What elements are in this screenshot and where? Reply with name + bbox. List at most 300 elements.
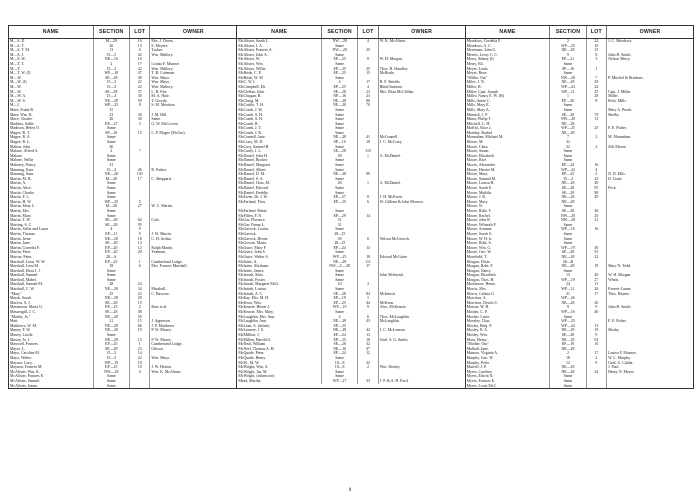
name-cell: Merry, Eli. <box>466 62 550 67</box>
owner-cell: R. Parker. <box>151 167 167 172</box>
name-cell: Matthews, W. M. <box>9 324 93 329</box>
name-cell: Malone. <box>9 154 93 159</box>
section-cell: 10 <box>321 282 357 287</box>
name-cell: Moore, Mary. <box>466 200 550 205</box>
lot-cell: 23 <box>129 347 149 352</box>
section-cell: NE—28 <box>321 328 357 333</box>
name-cell: McCrary, M. D. <box>237 140 321 145</box>
owner-cell: Genl. S. G. Smith. <box>379 337 409 342</box>
section-cell: Same <box>321 310 357 315</box>
section-cell: SE—28 <box>93 90 129 95</box>
name-cell: McAlister, Sarah L. <box>237 39 321 44</box>
owner-cell: Cumberland Lodge. <box>151 259 183 264</box>
owner-cell: P. W. Maxey. <box>151 337 172 342</box>
section-cell: EP—20 <box>93 246 129 251</box>
name-cell: Miles, J. N. <box>466 80 550 85</box>
name-cell: Minor, Philip T. <box>466 117 550 122</box>
owner-cell: J. P. & A. H. Ford. <box>379 378 409 383</box>
name-cell: McGowan, Maria. <box>237 241 321 246</box>
header-row <box>9 26 236 39</box>
name-cell: Moore, John R. <box>466 218 550 223</box>
name-cell: McEwen, Dr. J. W. <box>237 195 321 200</box>
name-cell: Martin, Alice. <box>9 186 93 191</box>
section-cell: 31 <box>550 292 586 297</box>
name-cell: McBride, W. W. <box>237 76 321 81</box>
name-cell: McLean, A. (infant) <box>237 324 321 329</box>
name-cell: Mayo, Walter. <box>9 356 93 361</box>
lot-cell: 49 <box>129 76 149 81</box>
lot-cell: 85 <box>586 186 606 191</box>
name-cell: Martin, Mary. <box>9 214 93 219</box>
lot-cell: 4 <box>358 85 378 90</box>
name-cell: McNeel, Thomas A. H. <box>237 347 321 352</box>
section-cell: 9 <box>550 305 586 310</box>
lot-cell: 22 <box>586 85 606 90</box>
section-cell: NE—28 <box>550 80 586 85</box>
name-cell: Moore, W. <box>466 204 550 209</box>
section-cell: EP—25 <box>321 324 357 329</box>
name-cell: McCurdy, J. L. <box>237 149 321 154</box>
section-cell: WP—24 <box>550 85 586 90</box>
lot-cell: 10 <box>586 342 606 347</box>
section-cell: Same <box>321 269 357 274</box>
lot-cell: 99 <box>358 172 378 177</box>
owner-cell: L. B. Fite. <box>151 89 168 94</box>
section-cell: NE—28 <box>550 301 586 306</box>
section-cell: 2 <box>93 62 129 67</box>
name-cell: Matt. <box>9 319 93 324</box>
lot-cell: 15 <box>129 131 149 136</box>
section-cell: NW—28 <box>550 76 586 81</box>
owner-cell: Bass et al. <box>151 305 168 310</box>
lot-cell: 1 <box>586 67 606 72</box>
section-cell: 31 <box>93 163 129 168</box>
lot-cell: 2 <box>358 365 378 370</box>
owner-cell: Mrs. Eliza McClellan. <box>379 89 415 94</box>
lot-cell: 58 <box>129 310 149 315</box>
section-cell: EP—29 <box>321 214 357 219</box>
lot-cell: 18 <box>129 237 149 242</box>
name-cell: Mills, Mary E. <box>466 103 550 108</box>
cemetery-index-grid <box>8 25 694 389</box>
lot-cell: 24 <box>586 370 606 375</box>
section-cell: 9 <box>550 53 586 58</box>
section-cell: EP—20 <box>93 250 129 255</box>
name-cell: McGavock, Hester. <box>237 237 321 242</box>
owner-cell: Thos. McLaughlin. <box>379 314 410 319</box>
section-cell: M—28 <box>93 177 129 182</box>
lot-cell: 103 <box>129 172 149 177</box>
lot-cell: 10 <box>586 44 606 49</box>
owner-cell: John H. Smith. <box>608 52 632 57</box>
lot-cell: 13 <box>358 246 378 251</box>
section-cell: NE—28 <box>550 200 586 205</box>
name-cell: Moore, Susan. <box>466 149 550 154</box>
lot-cell: 8 <box>358 195 378 200</box>
section-cell: Same <box>93 379 129 384</box>
lot-cell: 17 <box>586 292 606 297</box>
name-cell: Moseley, Chas. <box>466 319 550 324</box>
lot-cell: 22 <box>129 80 149 85</box>
owner-cell: J. M. Hill. <box>151 112 168 117</box>
owner-cell: J. C. Meadows. <box>608 39 633 43</box>
name-cell: Moffitt, Alice J. <box>466 126 550 131</box>
section-cell: Same <box>321 117 357 122</box>
lot-cell: 49 <box>586 195 606 200</box>
name-cell: Maes, Wm. R. <box>9 113 93 118</box>
index-table <box>237 26 464 384</box>
section-cell: NE—28 <box>93 328 129 333</box>
section-cell: NE—28 <box>550 365 586 370</box>
name-cell: Meadows, Cordelia F. <box>466 39 550 44</box>
name-cell: McKenzie, Hester J. <box>237 305 321 310</box>
section-cell: SE—28 <box>93 218 129 223</box>
name-cell: Martin, M. R. <box>9 177 93 182</box>
lot-cell: 6 <box>358 237 378 242</box>
lot-cell: 4 <box>129 370 149 375</box>
section-cell: NE—28 <box>93 237 129 242</box>
section-cell: Same <box>550 103 586 108</box>
section-cell: SE—28 <box>93 301 129 306</box>
owner-cell: J. W. Horton. <box>151 365 173 370</box>
section-cell: 32 <box>550 145 586 150</box>
section-cell: Same <box>321 168 357 173</box>
section-cell: NE—28 <box>550 328 586 333</box>
name-cell: Marshall, Samuel M. <box>9 282 93 287</box>
lot-cell: 14 <box>358 214 378 219</box>
name-cell: McMillion, J. <box>237 333 321 338</box>
lot-cell: 25 <box>586 126 606 131</box>
lot-cell: 62 <box>129 218 149 223</box>
lot-cell: 18 <box>358 338 378 343</box>
name-cell: McAlister, J. A. <box>237 44 321 49</box>
lot-cell: 32 <box>358 361 378 366</box>
owner-cell: Capt. J. Miller. <box>608 89 632 94</box>
lot-cell: 9 <box>586 361 606 366</box>
owner-cell: P. Mitchel & Bradeuts. <box>608 75 644 80</box>
section-cell: Same <box>321 370 357 375</box>
name-cell: McIntire, James. <box>237 269 321 274</box>
name-cell: McLaughlin, Mrs. Ann. <box>237 315 321 320</box>
section-cell: 30 <box>321 237 357 242</box>
name-cell: Moore, Harriet M. <box>466 168 550 173</box>
name-header: NAME <box>9 26 93 39</box>
section-cell: NE—28 <box>93 287 129 292</box>
name-cell: McGar, Florence. <box>237 218 321 223</box>
section-cell: NE—28 <box>550 370 586 375</box>
section-cell: SE—28 <box>550 250 586 255</box>
lot-cell: 6 <box>129 264 149 269</box>
section-cell: 28 <box>93 282 129 287</box>
section-cell: NE—28 <box>321 172 357 177</box>
section-cell: NE—28 <box>550 347 586 352</box>
section-cell: Same <box>93 384 129 389</box>
section-cell: EP—27 <box>93 122 129 127</box>
name-cell: McCampbell, Eli. <box>237 85 321 90</box>
section-cell: SE—28 <box>93 310 129 315</box>
name-cell: Marlow, S. J. <box>9 301 93 306</box>
section-cell: Same <box>321 131 357 136</box>
section-cell: SE—28 <box>321 90 357 95</box>
name-cell: McGavock, Louisa. <box>237 227 321 232</box>
lot-cell: 13 <box>129 338 149 343</box>
section-cell: EP—25 <box>93 305 129 310</box>
section-cell: NE—16 <box>321 347 357 352</box>
section-cell: WP—25 <box>550 44 586 49</box>
owner-cell: Thos. Haynie. <box>608 291 631 296</box>
lot-cell: 5 <box>586 172 606 177</box>
section-cell: 28—B <box>550 260 586 265</box>
name-cell: Martin, Thomas. <box>9 232 93 237</box>
section-cell: NE—28 <box>321 103 357 108</box>
owner-cell: F. E. Fisher. <box>608 126 627 131</box>
name-cell: Merry, Sidney (I) <box>466 57 550 62</box>
name-cell: Magee, R. A. <box>9 135 93 140</box>
name-cell: McDaniel, Edward. <box>237 186 321 191</box>
name-cell: McComb, J. R. <box>237 131 321 136</box>
owner-cell: J. W. Martin. <box>151 231 172 236</box>
name-cell: Moore, W. H. Jr. <box>466 237 550 242</box>
section-cell: NE—28 <box>321 99 357 104</box>
lot-cell: 22 <box>586 255 606 260</box>
name-cell: Moore, Matilda. <box>466 191 550 196</box>
name-cell: Martin, Sallie and Laura <box>9 227 93 232</box>
lot-cell: 3 <box>358 282 378 287</box>
name-cell: Marshall, C. W. <box>9 287 93 292</box>
lot-cell: 25 <box>358 67 378 72</box>
section-cell: Same <box>550 204 586 209</box>
section-cell: WP—19 <box>550 246 586 251</box>
name-cell: McCorkle, T. H. <box>237 103 321 108</box>
name-cell: Murphy, Geo. W. <box>466 356 550 361</box>
section-cell: 15—5 <box>93 356 129 361</box>
name-cell: Moore, Geo. W. <box>466 250 550 255</box>
name-cell: Massengill, J. C. <box>9 310 93 315</box>
owner-cell: Gibson. <box>151 346 164 351</box>
name-cell: Morefield, T. <box>466 255 550 260</box>
name-cell: McDaniel, Chas. M. <box>237 181 321 186</box>
name-cell: Mills, Annie C. <box>466 99 550 104</box>
section-cell: 15—3 <box>93 85 129 90</box>
section-cell: Same <box>93 195 129 200</box>
section-cell: NE—28 <box>550 264 586 269</box>
section-cell: Same <box>550 71 586 76</box>
name-cell: McDaniel, John H. <box>237 154 321 159</box>
lot-cell: 12 <box>129 246 149 251</box>
lot-cell: 13 <box>358 333 378 338</box>
name-cell: McKenzie, Mrs. Mary. <box>237 310 321 315</box>
lot-cell: 10 <box>129 365 149 370</box>
section-cell: 32 <box>550 140 586 145</box>
name-cell: Moss, Henry. <box>466 338 550 343</box>
name-cell: Maxwell, Frances. <box>9 342 93 347</box>
name-cell: McComb, S. H. <box>237 113 321 118</box>
owner-cell: J. C. McCrary. <box>379 140 403 145</box>
lot-cell: 10 <box>129 361 149 366</box>
section-cell: EP—24 <box>550 163 586 168</box>
name-cell: McIntosh, Margaret McG. <box>237 282 321 287</box>
lot-cell: 23 <box>129 292 149 297</box>
lot-cell: 8 <box>586 53 606 58</box>
section-cell: Same <box>93 333 129 338</box>
section-cell: Same <box>93 273 129 278</box>
section-cell: EP—25 <box>321 200 357 205</box>
lot-cell: 8 <box>129 103 149 108</box>
name-cell: Malone, Nellie <box>9 158 93 163</box>
name-cell: McCroy, Samuel H. <box>237 145 321 150</box>
name-cell: M—I. <box>9 103 93 108</box>
section-cell: Same <box>321 126 357 131</box>
owner-cell: McBride. <box>379 71 395 76</box>
section-cell: WP—25 <box>93 103 129 108</box>
name-cell: McKeon, Wm. <box>237 301 321 306</box>
header-row <box>237 26 464 39</box>
section-cell: Same <box>550 241 586 246</box>
name-cell: Marshall, Eliza J. J. <box>9 269 93 274</box>
owner-cell: W. H. Morgan. <box>608 273 632 278</box>
name-cell: Moore, Clara. <box>466 145 550 150</box>
section-cell: Same <box>321 177 357 182</box>
section-cell: Same <box>550 232 586 237</box>
name-cell: McConnell, Jane. <box>237 135 321 140</box>
name-cell: Morgan, Elizabeth. <box>466 273 550 278</box>
section-cell: WP—16 <box>550 310 586 315</box>
owner-cell: Wm. Mallory. <box>151 66 174 71</box>
name-cell: McWright, Wm. A. <box>237 365 321 370</box>
section-cell: Same <box>93 191 129 196</box>
lot-cell: 27 <box>586 278 606 283</box>
name-cell: Marshall, Mabel. <box>9 278 93 283</box>
section-cell: 31 <box>321 218 357 223</box>
name-cell: Murphy, Peter. <box>466 361 550 366</box>
section-cell: 18 <box>550 356 586 361</box>
owner-header: OWNER <box>150 26 236 39</box>
section-cell: 1 <box>550 94 586 99</box>
lot-cell: 91 <box>586 250 606 255</box>
lot-cell: 17 <box>358 264 378 269</box>
section-cell: 30 <box>93 145 129 150</box>
name-cell: Madison, Helen O. <box>9 126 93 131</box>
lot-cell: 30 <box>129 117 149 122</box>
lot-cell: 30 <box>129 94 149 99</box>
section-cell: WP—24 <box>550 168 586 173</box>
name-cell: Mitchell, C. H. <box>466 122 550 127</box>
name-cell: McGar, Fanny L. <box>237 223 321 228</box>
name-cell: Maxey, Lucile. <box>9 333 93 338</box>
name-cell: Mayo, Caroline M. <box>9 351 93 356</box>
lot-cell: 15 <box>586 48 606 53</box>
name-cell: Moore, J. R. <box>466 195 550 200</box>
lot-cell: 40 <box>586 310 606 315</box>
section-cell: SE—28 <box>550 113 586 118</box>
name-cell: Monday, Rachel. <box>466 131 550 136</box>
lot-cell: 31 <box>586 218 606 223</box>
name-cell: Mead, Martha. <box>237 379 321 384</box>
name-cell: Morrison, Dewitt C. <box>466 301 550 306</box>
header-row <box>466 26 693 39</box>
name-cell: Morgan, Thos. H. <box>466 278 550 283</box>
name-cell: Moore, Samuel M. <box>466 177 550 182</box>
section-cell: 25 <box>93 292 129 297</box>
name-cell: Mosley, E. A. <box>466 328 550 333</box>
section-cell: SE—28 <box>550 333 586 338</box>
section-cell: Same <box>321 273 357 278</box>
name-cell: Meyer, Louis. <box>466 67 550 72</box>
lot-header: LOT <box>358 26 378 39</box>
lot-cell: 13 <box>129 44 149 49</box>
section-header: SECTION <box>550 26 586 39</box>
section-cell: EP—25 <box>321 67 357 72</box>
name-cell: M—S. T. M. <box>9 48 93 53</box>
owner-cell: Edward McGuire. <box>379 254 408 259</box>
section-cell: M—28 <box>93 204 129 209</box>
name-cell: McAlister, Wm. <box>237 62 321 67</box>
owner-cell: W. Gilliam & John Morrow. <box>379 199 424 204</box>
name-cell: M—W. <box>9 76 93 81</box>
name-cell: Marshall, Lieut. W. W. <box>9 260 93 265</box>
name-cell: Moore, Rachel. <box>466 214 550 219</box>
name-cell: M—W. <box>9 90 93 95</box>
section-cell: 28 <box>321 154 357 159</box>
section-cell: M—29 <box>93 39 129 44</box>
lot-cell: 39 <box>586 80 606 85</box>
page-number: 8 <box>348 488 352 493</box>
section-cell: WP—16 <box>550 227 586 232</box>
lot-cell: 29 <box>129 296 149 301</box>
lot-cell: 15 <box>129 319 149 324</box>
section-cell: NE—28 <box>550 122 586 127</box>
section-cell: NW—C—28 <box>321 264 357 269</box>
name-cell: Mace, Charlie. <box>9 117 93 122</box>
name-cell: McComb, J. W. <box>237 108 321 113</box>
name-cell: McGuire, Mary F. <box>237 246 321 251</box>
name-cell: McDaniel, D. M. <box>237 172 321 177</box>
section-cell: Same <box>321 186 357 191</box>
lot-cell: 41 <box>358 135 378 140</box>
section-cell: SE—28 <box>321 149 357 154</box>
lot-cell: 110 <box>358 149 378 154</box>
section-cell: 18 <box>93 264 129 269</box>
lot-cell: 22 <box>129 85 149 90</box>
section-cell: Same <box>321 227 357 232</box>
lot-cell: 25 <box>358 48 378 53</box>
lot-cell: 2 <box>129 305 149 310</box>
section-cell: Same <box>321 287 357 292</box>
section-cell: EP—11 <box>93 232 129 237</box>
name-cell: Marshall, Samuel. <box>9 273 93 278</box>
owner-cell: A. McDaniel. <box>379 181 402 186</box>
name-cell: Maney, F. W. <box>9 328 93 333</box>
section-cell: NE—28 <box>550 48 586 53</box>
lot-cell: 1 <box>129 342 149 347</box>
owner-cell: Mrs. J. Daves. <box>151 39 174 43</box>
owner-cell: J. H. McEwen. <box>379 195 403 200</box>
name-cell: Maddux, Sallie <box>9 122 93 127</box>
name-header: NAME <box>237 26 321 39</box>
owner-cell: Yeatman. <box>151 250 167 255</box>
owner-cell: Peck. <box>608 186 617 190</box>
name-cell: M—S. T. <box>9 44 93 49</box>
name-cell: Mastenson, Maria G. <box>9 305 93 310</box>
owner-cell <box>607 384 693 389</box>
section-cell: EP—27 <box>321 195 357 200</box>
lot-cell: 16 <box>586 227 606 232</box>
name-cell: Minnick, J. P. <box>466 113 550 118</box>
owner-cell: J. P. Matthews. <box>151 323 175 328</box>
section-cell: Same <box>321 122 357 127</box>
lot-cell: 86 <box>358 99 378 104</box>
owner-cell: John H. Smith. <box>608 305 632 310</box>
